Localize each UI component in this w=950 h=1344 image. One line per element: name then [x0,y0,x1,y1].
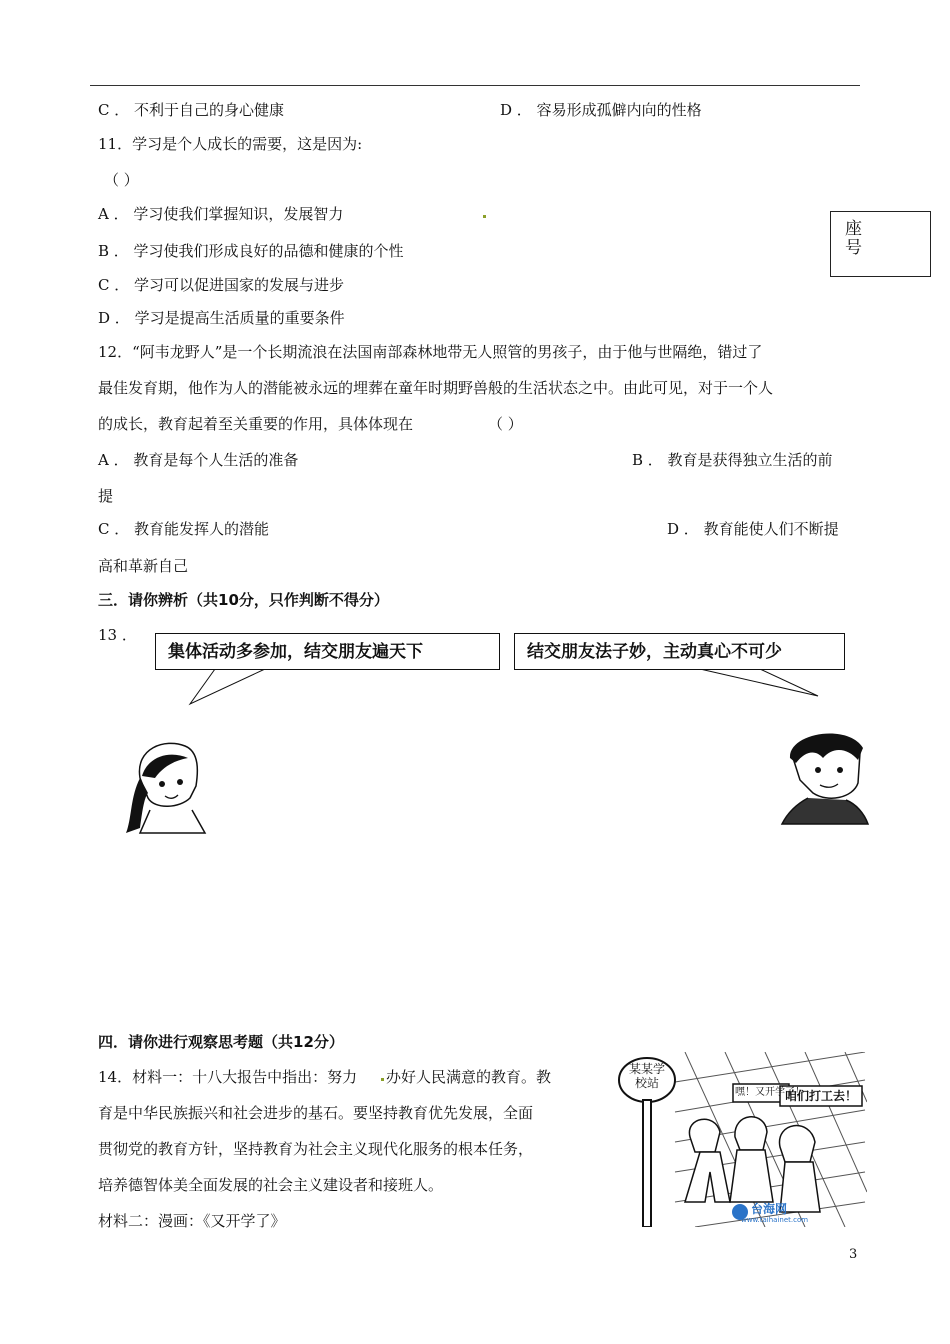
q11-option-a: A ． 学习使我们掌握知识，发展智力 [98,205,344,223]
speech-bubble-right: 结交朋友法子妙，主动真心不可少 [514,633,845,670]
q11-option-c: C ． 学习可以促进国家的发展与进步 [98,276,345,294]
q12-answer-paren: （ ） [488,415,523,433]
q11-answer-paren: （ ） [104,171,139,189]
cartoon-logo: 台海网 [751,1202,788,1216]
girl-illustration [120,738,215,838]
cartoon-speech-2: 咱们打工去！ [785,1089,858,1103]
q12-option-d-cont: 高和革新自己 [98,557,189,575]
boy-illustration [778,728,873,828]
page-number: 3 [849,1247,858,1262]
material-2-label: 材料二：漫画：《又开学了》 [98,1212,286,1230]
q12-line-2: 最佳发育期，他作为人的潜能被永远的埋葬在童年时期野兽般的生活状态之中。由此可见，对于一个人 [98,379,774,397]
q14-line-3: 贯彻党的教育方针，坚持教育为社会主义现代化服务的根本任务， [98,1140,534,1158]
seat-number-label: 座号 [845,219,862,258]
q11-option-b: B ． 学习使我们形成良好的品德和健康的个性 [98,242,404,260]
q11-stem: 11．学习是个人成长的需要，这是因为: [98,135,363,153]
section-3-heading: 三．请你辨析（共10分，只作判断不得分） [98,591,389,609]
q12-option-c: C ． 教育能发挥人的潜能 [98,520,270,538]
q10-option-c: C ． 不利于自己的身心健康 [98,101,285,119]
speech-bubble-left: 集体活动多参加，结交朋友遍天下 [155,633,500,670]
q14-line-4: 培养德智体美全面发展的社会主义建设者和接班人。 [98,1176,444,1194]
q14-line-1b: 办好人民满意的教育。教 [386,1068,552,1086]
cartoon-url: www.taihainet.com [741,1216,809,1224]
q11-option-d: D ． 学习是提高生活质量的重要条件 [98,309,345,327]
q12-line-1: 12．“阿韦龙野人”是一个长期流浪在法国南部森林地带无人照管的男孩子，由于他与世隔绝，错过了 [98,343,763,361]
q12-option-b-cont: 提 [98,487,114,505]
q10-option-d: D ． 容易形成孤僻内向的性格 [500,101,702,119]
cartoon-station-sign: 某某学校站 [629,1062,666,1090]
stray-dot-2 [381,1078,384,1081]
cartoon-speech-1: 嘿！又开学了！ [735,1087,805,1098]
q14-line-1a: 14．材料一：十八大报告中指出：努力 [98,1068,358,1086]
cartoon-back-to-school [615,1052,867,1227]
section-4-heading: 四．请你进行观察思考题（共12分） [98,1033,344,1051]
q12-option-b: B ． 教育是获得独立生活的前 [632,451,833,469]
q12-option-a: A ． 教育是每个人生活的准备 [98,451,299,469]
q12-option-d: D ． 教育能使人们不断提 [667,520,839,538]
q14-line-2: 育是中华民族振兴和社会进步的基石。要坚持教育优先发展，全面 [98,1104,534,1122]
q12-line-3: 的成长，教育起着至关重要的作用，具体体现在 [98,415,414,433]
q13-label: 13 ． [98,626,137,644]
